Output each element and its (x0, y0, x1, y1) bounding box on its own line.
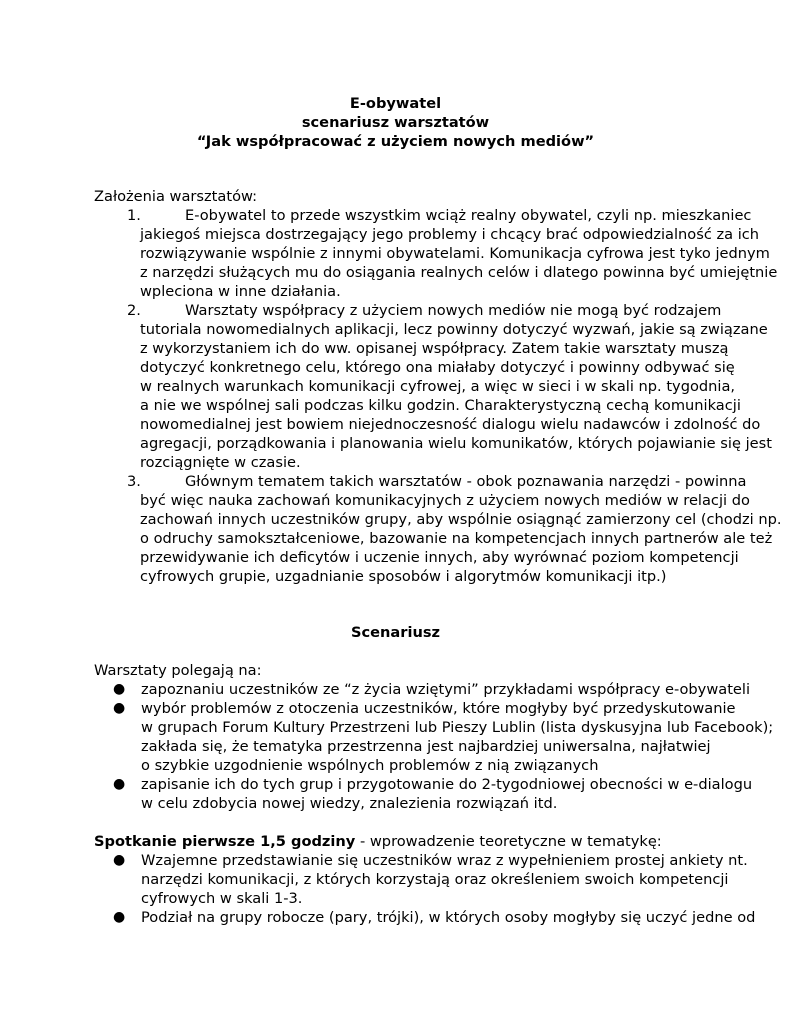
list-line: a nie we wspólnej sali podczas kilku godzin. Charakterystyczną cechą komunikacji (140, 397, 741, 414)
bullet-line: zakłada się, że tematyka przestrzenna jest najbardziej uniwersalna, najłatwiej (141, 738, 711, 755)
bullet-line: Wzajemne przedstawianie się uczestników wraz z wypełnieniem prostej ankiety nt. (141, 852, 748, 869)
bullet-icon: ● (113, 909, 126, 925)
list-line: E-obywatel to przede wszystkim wciąż realny obywatel, czyli np. mieszkaniec (185, 207, 752, 224)
list-line: z wykorzystaniem ich do ww. opisanej współpracy. Zatem takie warsztaty muszą (140, 340, 729, 357)
list-line: przewidywanie ich deficytów i uczenie innych, aby wyrównać poziom kompetencji (140, 549, 739, 566)
list-line: cyfrowych grupie, uzgadnianie sposobów i algorytmów komunikacji itp.) (140, 568, 667, 585)
bullet-line: w grupach Forum Kultury Przestrzeni lub Pieszy Lublin (lista dyskusyjna lub Facebook); (141, 719, 774, 736)
list-line: z narzędzi służących mu do osiągania realnych celów i dlatego powinna być umiejętnie (140, 264, 778, 281)
bullet-icon: ● (113, 681, 126, 697)
bullet-line: zapisanie ich do tych grup i przygotowanie do 2-tygodniowej obecności w e-dialogu (141, 776, 753, 793)
list-line: Warsztaty współpracy z użyciem nowych mediów nie mogą być rodzajem (185, 302, 722, 319)
list-number: 2. (127, 302, 141, 319)
bullet-line: Podział na grupy robocze (pary, trójki), w których osoby mogłyby się uczyć jedne od (141, 909, 756, 926)
bullet-line: w celu zdobycia nowej wiedzy, znalezienia rozwiązań itd. (141, 795, 558, 812)
list-line: zachowań innych uczestników grupy, aby wspólnie osiągnąć zamierzony cel (chodzi np. (140, 511, 782, 528)
list-line: o odruchy samokształceniowe, bazowanie na kompetencjach innych partnerów ale też (140, 530, 773, 547)
header-quote-title: “Jak współpracować z użyciem nowych mediów” (196, 133, 595, 150)
bullet-line: cyfrowych w skali 1-3. (141, 890, 303, 907)
list-line: rozciągnięte w czasie. (140, 454, 301, 471)
meeting-one-heading (94, 832, 714, 851)
list-line: Głównym tematem takich warsztatów - obok poznawania narzędzi - powinna (185, 473, 747, 490)
list-line: jakiegoś miejsca dostrzegający jego problemy i chcący brać odpowiedzialność za ich (140, 226, 760, 243)
list-line: dotyczyć konkretnego celu, którego ona miałaby dotyczyć i powinny odbywać się (140, 359, 735, 376)
bullet-line: o szybkie uzgodnienie wspólnych problemów z nią związanych (141, 757, 599, 774)
list-line: rozwiązywanie wspólnie z innymi obywatelami. Komunikacja cyfrowa jest tyko jednym (140, 245, 770, 262)
meeting-one-subtitle: - wprowadzenie teoretyczne w tematykę: (355, 833, 662, 850)
bullet-icon: ● (113, 776, 126, 792)
list-number: 1. (127, 207, 141, 224)
header-title: E-obywatel (349, 95, 442, 112)
scenario-intro: Warsztaty polegają na: (94, 662, 262, 679)
bullet-icon: ● (113, 852, 126, 868)
list-line: w realnych warunkach komunikacji cyfrowej, a więc w sieci i w skali np. tygodnia, (140, 378, 736, 395)
list-line: być więc nauka zachowań komunikacyjnych z użyciem nowych mediów w relacji do (140, 492, 750, 509)
assumptions-heading: Założenia warsztatów: (94, 188, 258, 205)
section-title-scenario: Scenariusz (350, 624, 441, 641)
list-line: nowomedialnej jest bowiem niejednoczesność dialogu wielu nadawców i zdolność do (140, 416, 761, 433)
bullet-icon: ● (113, 700, 126, 716)
list-line: tutoriala nowomedialnych aplikacji, lecz powinny dotyczyć wyzwań, jakie są związane (140, 321, 768, 338)
header-subtitle: scenariusz warsztatów (301, 114, 490, 131)
bullet-line: wybór problemów z otoczenia uczestników, które mogłyby być przedyskutowanie (141, 700, 736, 717)
meeting-one-title: Spotkanie pierwsze 1,5 godziny (94, 833, 356, 850)
bullet-line: narzędzi komunikacji, z których korzystają oraz określeniem swoich kompetencji (141, 871, 729, 888)
list-line: wpleciona w inne działania. (140, 283, 341, 300)
document-header (0, 94, 791, 151)
list-line: agregacji, porządkowania i planowania wielu komunikatów, których pojawianie się jest (140, 435, 772, 452)
list-number: 3. (127, 473, 141, 490)
bullet-line: zapoznaniu uczestników ze “z życia wziętymi” przykładami współpracy e-obywateli (141, 681, 751, 698)
